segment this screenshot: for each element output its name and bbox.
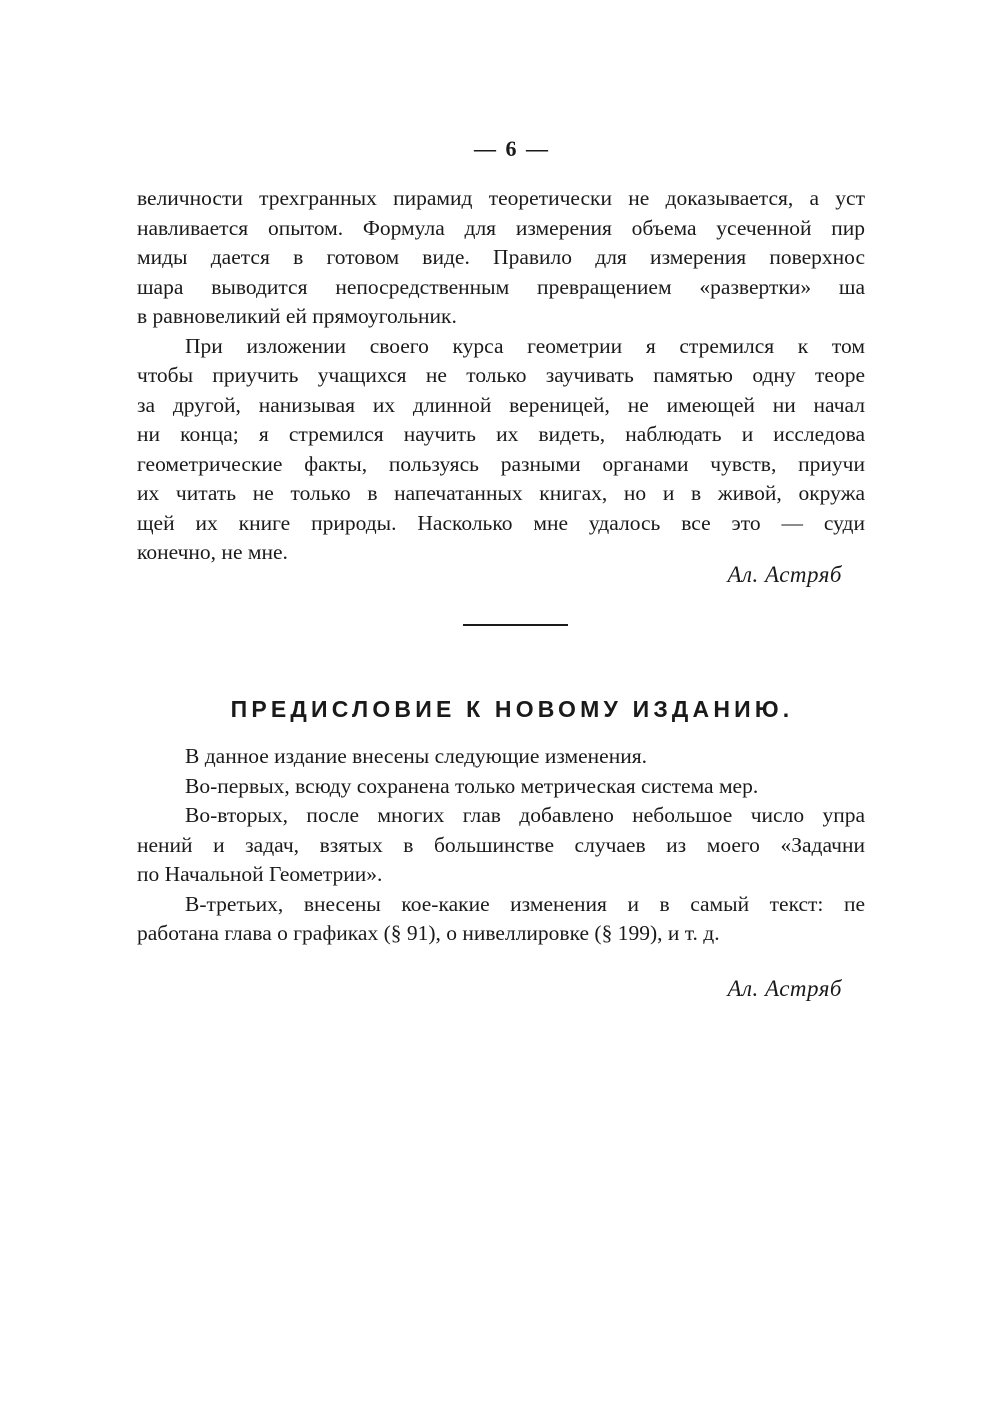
new-edition-preface-text bbox=[137, 742, 865, 949]
text-line: работана глава о графиках (§ 91), о нивеллировке (§ 199), и т. д. bbox=[137, 921, 720, 945]
section-heading: ПРЕДИСЛОВИЕ К НОВОМУ ИЗДАНИЮ. bbox=[230, 696, 794, 722]
text-line: их читать не только в напечатанных книгах, но и в живой, окружа bbox=[137, 481, 865, 505]
text-line: нений и задач, взятых в большинстве случаев из моего «Задачни bbox=[137, 832, 865, 857]
text-line: щей их книге природы. Насколько мне удалось все это — суди bbox=[137, 510, 865, 535]
text-line: При изложении своего курса геометрии я стремился к том bbox=[185, 333, 865, 358]
text-line: В данное издание внесены следующие изменения. bbox=[185, 744, 647, 768]
author-signature: Ал. Астряб bbox=[727, 562, 842, 587]
text-line: миды дается в готовом виде. Правило для измерения поверхнос bbox=[137, 245, 865, 269]
section-divider bbox=[463, 624, 568, 626]
text-line: по Начальной Геометрии». bbox=[137, 862, 383, 886]
text-line: чтобы приучить учащихся не только заучивать памятью одну теоре bbox=[137, 363, 865, 387]
text-line: навливается опытом. Формула для измерения объема усеченной пир bbox=[137, 215, 865, 240]
text-line: Во-вторых, после многих глав добавлено небольшое число упра bbox=[185, 803, 865, 827]
text-line: ни конца; я стремился научить их видеть, наблюдать и исследова bbox=[137, 422, 865, 446]
text-line: за другой, нанизывая их длинной вереницей, не имеющей ни начал bbox=[137, 392, 865, 417]
text-line: шара выводится непосредственным превращением «развертки» ша bbox=[137, 274, 865, 299]
text-line: Во-первых, всюду сохранена только метрическая система мер. bbox=[185, 773, 759, 798]
text-line: В-третьих, внесены кое-какие изменения и в самый текст: пе bbox=[185, 891, 865, 916]
text-line: геометрические факты, пользуясь разными органами чувств, приучи bbox=[137, 451, 865, 476]
author-signature: Ал. Астряб bbox=[727, 976, 842, 1001]
text-line: конечно, не мне. bbox=[137, 540, 288, 564]
preface-continuation-text bbox=[137, 184, 865, 568]
page-number: — 6 — bbox=[474, 136, 550, 161]
text-line: в равновеликий ей прямоугольник. bbox=[137, 304, 457, 328]
text-line: величности трехгранных пирамид теоретически не доказывается, а уст bbox=[137, 186, 865, 210]
